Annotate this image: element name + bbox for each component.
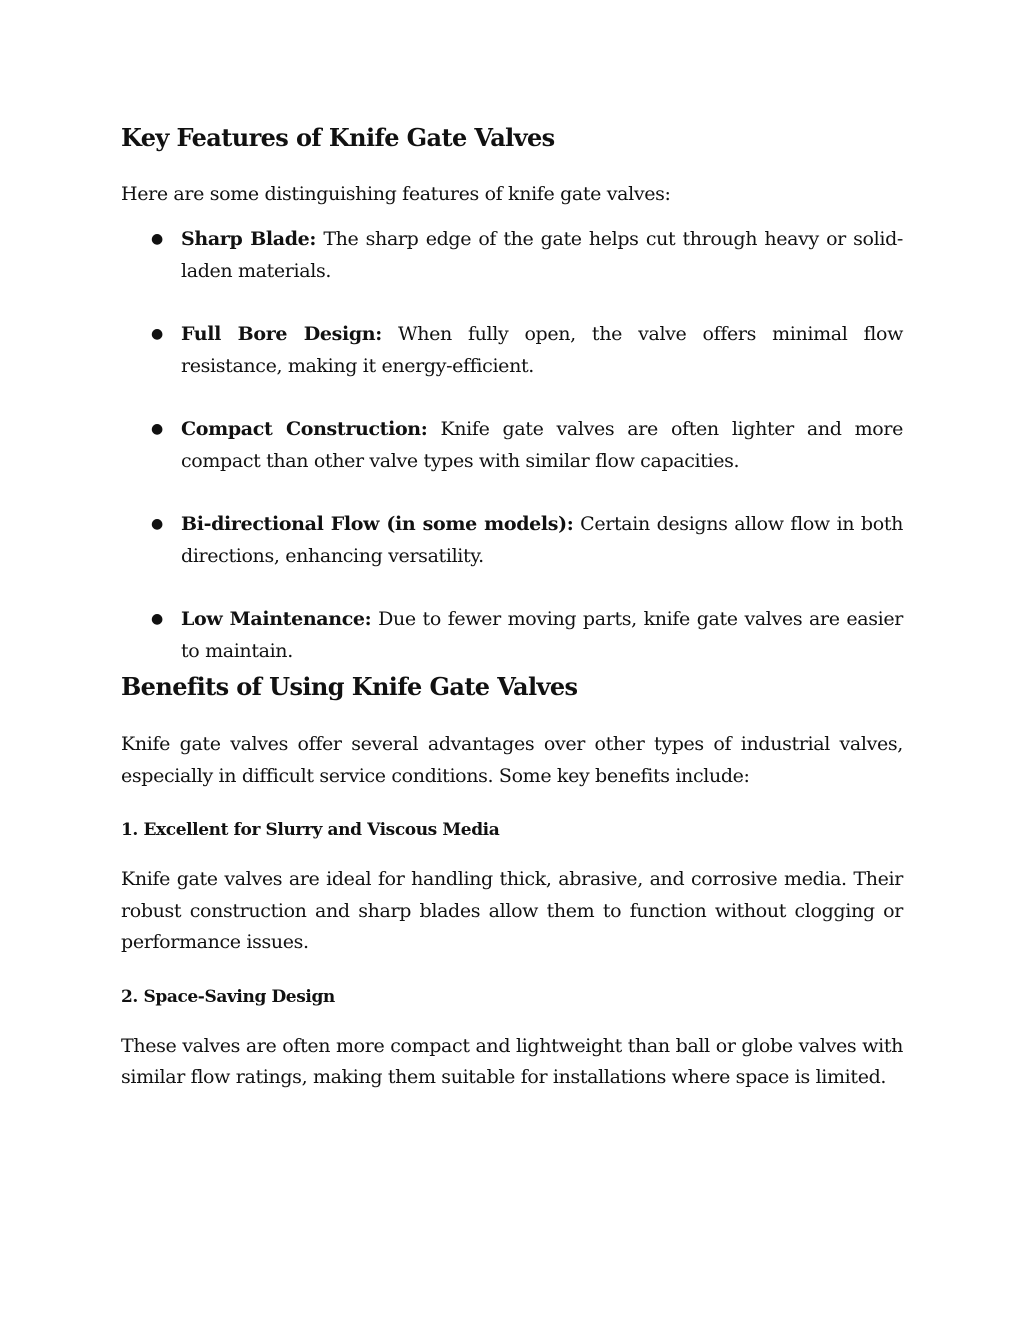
feature-text: Knife gate valves are often lighter and more compact than other valve types with similar flow capacities.	[181, 418, 903, 472]
feature-text: The sharp edge of the gate helps cut through heavy or solid-laden materials.	[181, 228, 903, 282]
feature-term: Bi-directional Flow (in some models):	[181, 513, 574, 535]
list-item	[121, 414, 903, 477]
benefit-title: 2. Space-Saving Design	[121, 986, 335, 1007]
document-page	[121, 118, 903, 1094]
feature-term: Low Maintenance:	[181, 608, 372, 630]
list-item	[121, 509, 903, 572]
benefit-text: These valves are often more compact and lightweight than ball or globe valves with similar flow ratings, making them suitable for installations where space is limited.	[121, 1034, 903, 1088]
feature-term: Full Bore Design:	[181, 323, 382, 345]
feature-term: Sharp Blade:	[181, 228, 317, 250]
bullet-icon: ●	[151, 326, 163, 342]
bullet-icon: ●	[151, 231, 163, 247]
benefit-title: 1. Excellent for Slurry and Viscous Media	[121, 820, 500, 840]
bullet-icon: ●	[151, 516, 163, 532]
features-heading: Key Features of Knife Gate Valves	[121, 123, 555, 152]
list-item	[121, 604, 903, 667]
benefits-heading: Benefits of Using Knife Gate Valves	[121, 672, 578, 701]
features-list	[121, 224, 903, 667]
list-item	[121, 319, 903, 382]
bullet-icon: ●	[151, 421, 163, 437]
benefits-intro: Knife gate valves offer several advantages over other types of industrial valves, especially in difficult service conditions. Some key benefits include:	[121, 733, 903, 787]
feature-text: When fully open, the valve offers minimal flow resistance, making it energy-efficient.	[181, 323, 904, 377]
feature-text: Due to fewer moving parts, knife gate valves are easier to maintain.	[181, 608, 903, 662]
benefit-text: Knife gate valves are ideal for handling thick, abrasive, and corrosive media. Their robust construction and sharp blades allow them to function without clogging or performance issues.	[121, 868, 903, 953]
features-intro: Here are some distinguishing features of knife gate valves:	[121, 183, 671, 205]
feature-text: Certain designs allow flow in both directions, enhancing versatility.	[181, 513, 903, 567]
list-item	[121, 224, 903, 287]
bullet-icon: ●	[151, 611, 163, 627]
feature-term: Compact Construction:	[181, 418, 428, 440]
